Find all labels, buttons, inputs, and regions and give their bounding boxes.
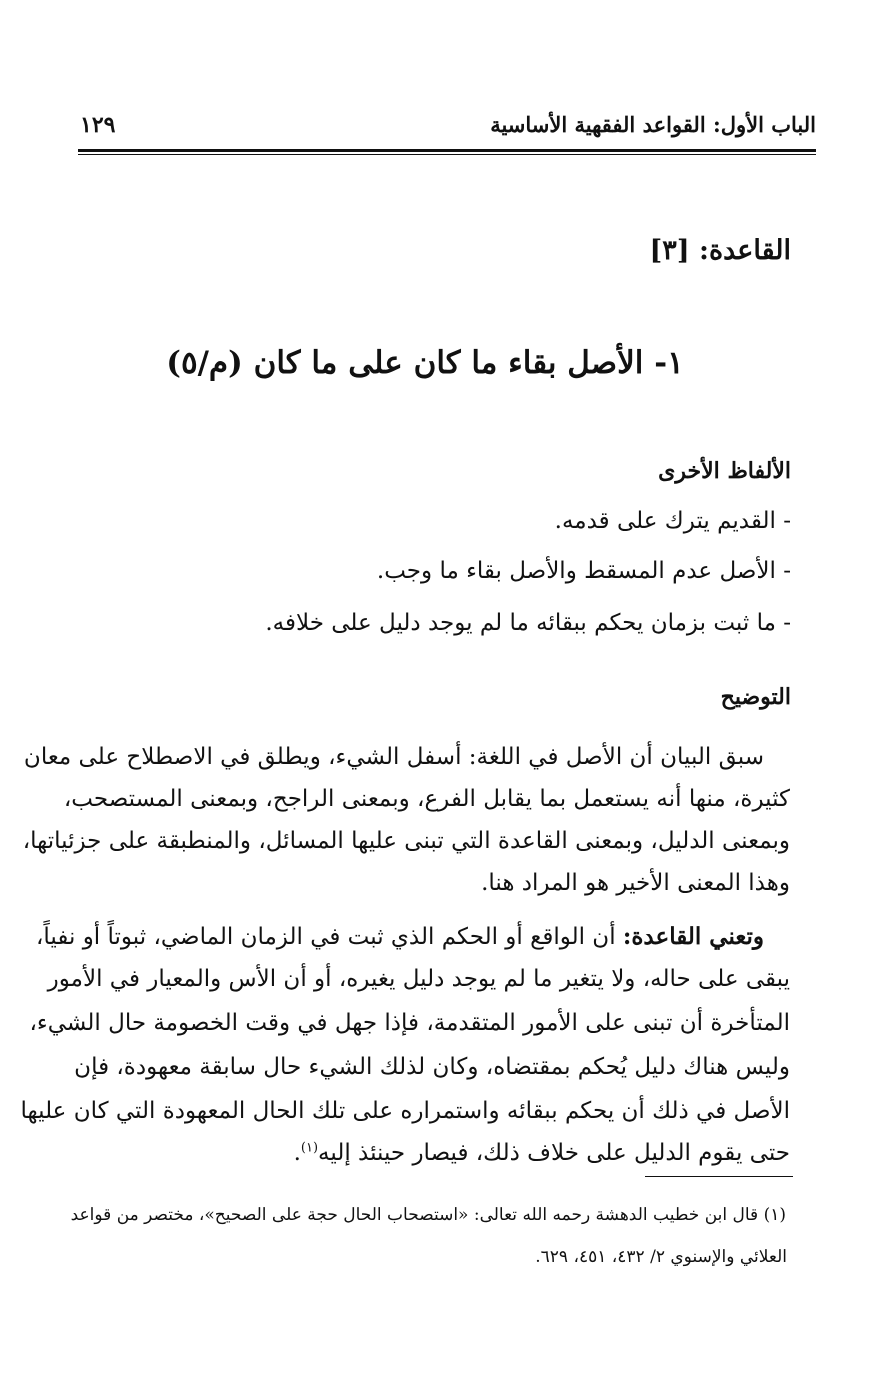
phrase-item: - الأصل عدم المسقط والأصل بقاء ما وجب.	[376, 558, 791, 584]
paragraph-2-last-text: حتى يقوم الدليل على خلاف ذلك، فيصار حينئذ إليه	[318, 1140, 790, 1166]
paragraph-2-line: المتأخرة أن تبنى على الأمور المتقدمة، فإذا جهل في وقت الخصومة حال الشيء،	[29, 1010, 790, 1036]
header-divider-thin	[78, 154, 816, 155]
footnote-line: (١) قال ابن خطيب الدهشة رحمه الله تعالى: «استصحاب الحال حجة على الصحيح»، مختصر من قواعد	[70, 1205, 786, 1225]
rule-label: القاعدة: [٣]	[649, 235, 791, 266]
paragraph-2-line-1-text: أن الواقع أو الحكم الذي ثبت في الزمان الماضي، ثبوتاً أو نفياً،	[35, 924, 623, 950]
footnote-line: العلائي والإسنوي ٢/ ٤٣٢، ٤٥١، ٦٢٩.	[535, 1247, 787, 1267]
paragraph-2-line: يبقى على حاله، ولا يتغير ما لم يوجد دليل يغيره، أو أن الأس والمعيار في الأمور	[47, 966, 790, 992]
explanation-heading: التوضيح	[720, 684, 791, 710]
footnote-divider	[645, 1176, 793, 1177]
paragraph-2-line: وليس هناك دليل يُحكم بمقتضاه، وكان لذلك الشيء حال سابقة معهودة، فإن	[74, 1054, 790, 1080]
paragraph-2-line: الأصل في ذلك أن يحكم ببقائه واستمراره على تلك الحال المعهودة التي كان عليها	[20, 1098, 790, 1124]
paragraph-2-line	[35, 922, 764, 952]
page-number: ١٢٩	[80, 112, 116, 138]
phrase-item: - ما ثبت بزمان يحكم ببقائه ما لم يوجد دليل على خلافه.	[265, 610, 791, 636]
rule-title: ١- الأصل بقاء ما كان على ما كان (م/٥)	[166, 345, 684, 381]
paragraph-1-line: كثيرة، منها أنه يستعمل بما يقابل الفرع، وبمعنى الراجح، وبمعنى المستصحب،	[63, 786, 790, 812]
paragraph-1-line: سبق البيان أن الأصل في اللغة: أسفل الشيء، ويطلق في الاصطلاح على معان	[23, 744, 764, 770]
paragraph-2-lead: وتعني القاعدة:	[622, 923, 764, 950]
other-phrases-heading: الألفاظ الأخرى	[658, 458, 791, 484]
paragraph-1-line: وبمعنى الدليل، وبمعنى القاعدة التي تبنى عليها المسائل، والمنطبقة على جزئياتها،	[22, 828, 790, 854]
paragraph-2-last-line	[80, 1138, 790, 1168]
paragraph-1-line: وهذا المعنى الأخير هو المراد هنا.	[481, 870, 790, 896]
footnote-reference[interactable]: (١)	[300, 1140, 319, 1156]
header-divider	[78, 149, 816, 152]
phrase-item: - القديم يترك على قدمه.	[554, 508, 791, 534]
running-header-title: الباب الأول: القواعد الفقهية الأساسية	[490, 112, 816, 137]
paragraph-2-end: .	[293, 1140, 301, 1166]
